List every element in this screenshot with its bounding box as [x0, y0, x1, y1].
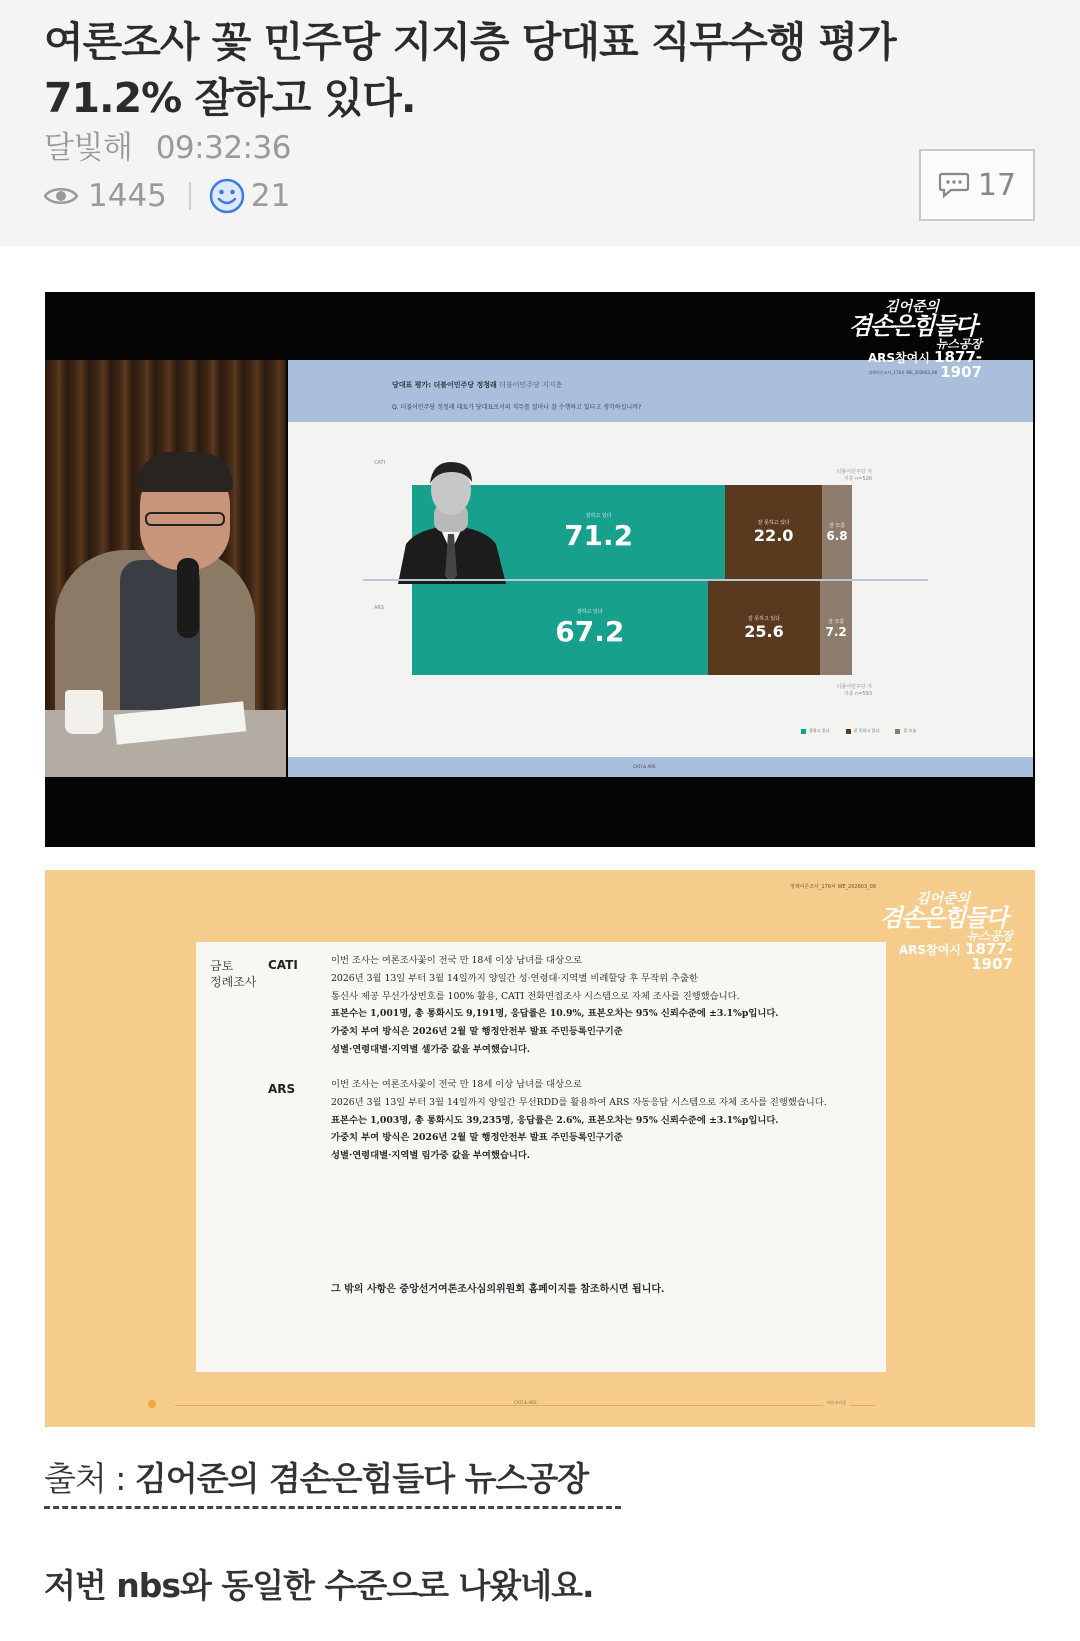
post-time: 09:32:36	[155, 130, 291, 166]
like-count: 21	[250, 178, 291, 214]
method-footer	[45, 1400, 1035, 1410]
bar-segment-value: 25.6	[744, 622, 784, 641]
ars-line: 가중치 부여 방식은 2026년 2월 말 행정안전부 발표 주민등록인구기준	[331, 1132, 623, 1144]
bar-segment	[822, 485, 852, 579]
eye-icon	[44, 185, 78, 207]
comment-button[interactable]	[919, 149, 1035, 221]
bar-segment-label: 잘하고 있다	[585, 513, 612, 519]
source-line: 출처 : 김어준의 겸손은힘들다 뉴스공장	[44, 1459, 589, 1498]
author-line	[44, 122, 291, 167]
ars-line: 이번 조사는 여론조사꽃이 전국 만 18세 이상 남녀를 대상으로	[331, 1079, 583, 1090]
legend-item	[801, 728, 830, 734]
dashed-divider	[44, 1506, 621, 1509]
bar-segment-label: 잘 못하고 있다	[747, 616, 781, 622]
news-factory-logo: 김어준의 겸손은힘들다 뉴스공장 ARS참여시 1877-1907	[848, 299, 982, 381]
legend-swatch	[846, 729, 851, 734]
ars-line: 2026년 3월 13일 부터 3월 14일까지 양일간 무선RDD를 활용하여 ARS 자동응답 시스템으로 자체 조사를 진행했습니다.	[331, 1096, 827, 1108]
legend-item	[895, 728, 916, 734]
news-factory-logo-2: 김어준의 겸손은힘들다 뉴스공장 ARS참여시 1877-1907	[879, 891, 1013, 973]
methodology-card	[196, 942, 886, 1372]
slide-heading: 당대표 평가: 더불어민주당 정청래 더불어민주당 지지층	[392, 381, 563, 389]
bar-segment-label: 잘하고 있다	[576, 609, 603, 615]
post-title: 여론조사 꽃 민주당 지지층 당대표 직무수행 평가 71.2% 잘하고 있다.	[44, 18, 896, 122]
bar-segment-label: 잘 모름	[828, 522, 846, 529]
legend-label: 잘하고 있다	[809, 728, 830, 733]
cati-type: CATI	[268, 958, 298, 972]
slide-meta: 정례여론조사_176차 WE_202603_08	[868, 370, 937, 375]
ars-line: 성별·연령대별·지역별 림가중 값을 부여했습니다.	[331, 1150, 531, 1162]
cati-line: 이번 조사는 여론조사꽃이 전국 만 18세 이상 남녀를 대상으로	[331, 955, 583, 966]
comment-count: 17	[977, 167, 1017, 203]
legend-item	[846, 728, 880, 734]
smile-icon[interactable]	[209, 178, 245, 214]
ars-base: 더불어민주당 지지층 n=593	[836, 684, 872, 697]
ars-type: ARS	[268, 1082, 296, 1096]
stat-divider	[189, 182, 191, 210]
cati-base: 더불어민주당 지지층 n=526	[836, 469, 872, 482]
view-count: 1445	[88, 178, 167, 214]
bar-segment	[708, 581, 821, 675]
cati-line: 통신사 제공 무선가상번호를 100% 활용, CATI 전화면접조사 시스템으로 자체 조사를 진행했습니다.	[331, 990, 740, 1002]
methodology-slide	[45, 870, 1035, 1427]
chart-legend	[801, 728, 932, 734]
method-note: 그 밖의 사항은 중앙선거여론조사심의위원회 홈페이지를 참조하시면 됩니다.	[331, 1284, 665, 1295]
cati-description	[331, 952, 779, 1059]
studio-host-image	[45, 360, 286, 777]
bar-segment-label: 잘 모름	[828, 618, 845, 625]
bar-segment-value: 6.8	[826, 528, 848, 543]
bar-segment	[820, 581, 852, 675]
method-footer-center: CATI & ARS	[510, 1400, 541, 1405]
method-footer-right: 여론조사꽃	[823, 1400, 850, 1406]
sun-logo-icon	[145, 1397, 159, 1411]
bar-segment-value: 7.2	[825, 624, 847, 639]
bar-segment	[412, 581, 708, 675]
poll-slide	[288, 360, 1033, 777]
ars-description	[331, 1076, 827, 1165]
bar-segment-value: 22.0	[753, 526, 794, 545]
author-name[interactable]: 달빛해	[44, 130, 133, 166]
method-meta: 정례여론조사_176차 WE_202603_08	[790, 884, 876, 890]
bar-segment	[725, 485, 822, 579]
politician-photo	[396, 456, 506, 584]
video-screenshot	[45, 292, 1035, 847]
speech-bubble-icon	[938, 171, 970, 199]
source-name: 김어준의 겸손은힘들다 뉴스공장	[134, 1459, 589, 1498]
chart-divider	[363, 579, 928, 581]
cati-line: 성별·연령대별·지역별 셀가중 값을 부여했습니다.	[331, 1043, 531, 1055]
cati-line: 2026년 3월 13일 부터 3월 14일까지 양일간 성·연령대·지역별 비례할당 후 무작위 추출한	[331, 972, 698, 984]
legend-swatch	[895, 729, 900, 734]
legend-label: 잘 못하고 있다	[853, 728, 880, 733]
ars-line: 표본수는 1,003명, 총 통화시도 39,235명, 응답률은 2.6%, 표본오차는 95% 신뢰수준에 ±3.1%p입니다.	[331, 1114, 779, 1126]
legend-swatch	[801, 729, 806, 734]
cati-label: CATI	[374, 460, 386, 466]
cati-line: 표본수는 1,001명, 총 통화시도 9,191명, 응답률은 10.9%, 표본오차는 95% 신뢰수준에 ±3.1%p입니다.	[331, 1008, 779, 1020]
bar-segment-label: 잘 못하고 있다	[757, 520, 790, 526]
cati-line: 가중치 부여 방식은 2026년 2월 말 행정안전부 발표 주민등록인구기준	[331, 1026, 623, 1038]
survey-tag: 금토 정례조사	[210, 959, 257, 989]
bar-segment-value: 71.2	[564, 519, 634, 552]
post-stats	[44, 176, 290, 216]
slide-question: Q. 더불어민주당 정청래 대표가 당대표로서의 직무를 얼마나 잘 수행하고 있다고 생각하십니까?	[392, 404, 642, 411]
post-header	[0, 0, 1080, 246]
legend-label: 잘 모름	[903, 728, 917, 733]
ars-label: ARS	[374, 605, 385, 611]
bar-segment-value: 67.2	[555, 615, 625, 648]
slide-footer: CATI & ARS	[633, 764, 656, 769]
slide-bottom-band	[288, 757, 1033, 777]
post-body-text: 저번 nbs와 동일한 수준으로 나왔네요.	[44, 1566, 594, 1605]
